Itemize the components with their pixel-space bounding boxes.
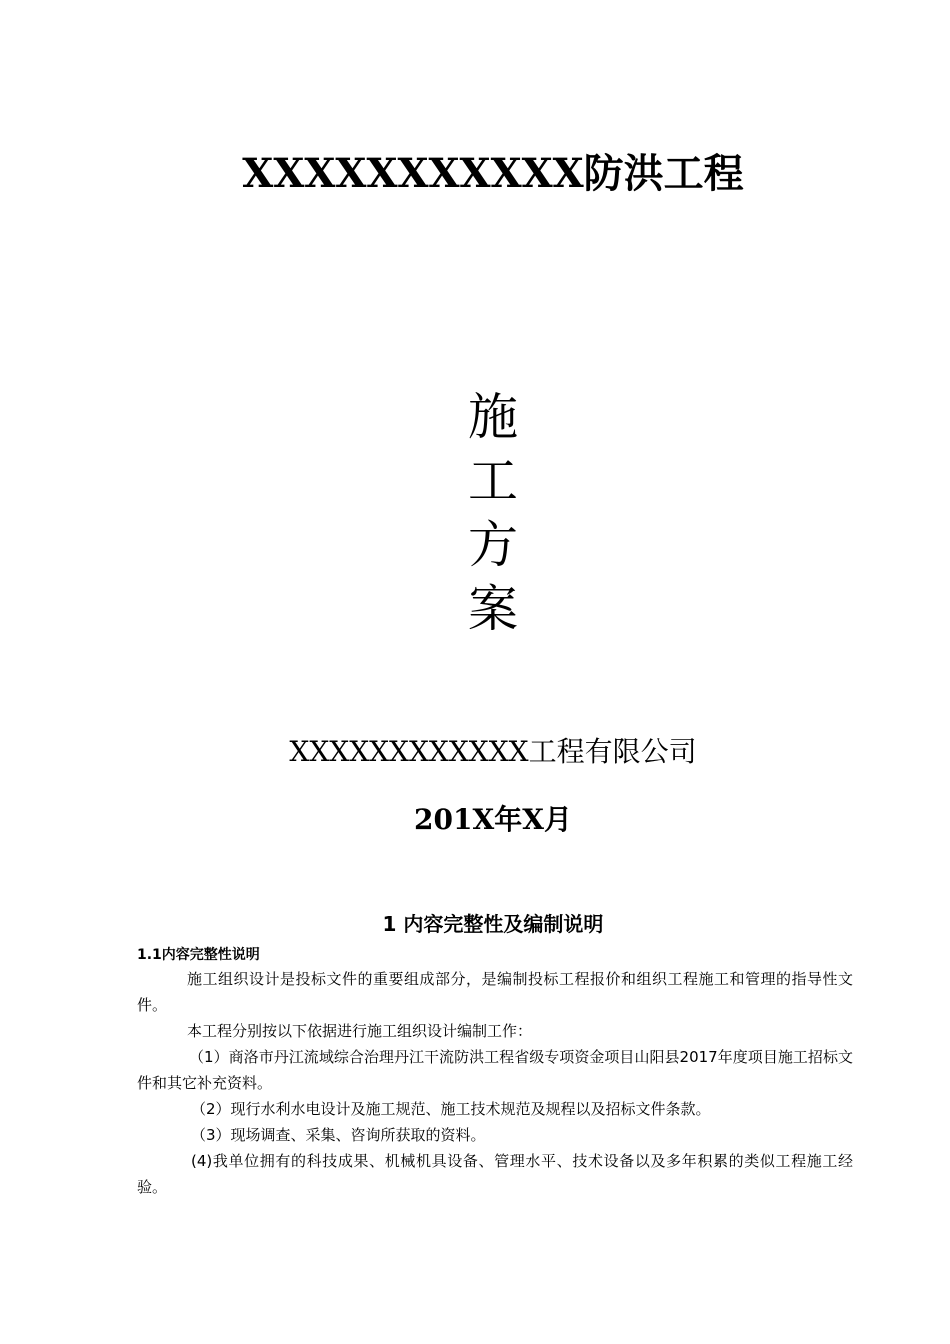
company-name: XXXXXXXXXXXX工程有限公司 (289, 735, 697, 768)
paragraph: （3）现场调查、采集、咨询所获取的资料。 (191, 1126, 486, 1144)
project-title: XXXXXXXXXXX防洪工程 (242, 150, 744, 197)
subsection-heading: 1.1内容完整性说明 (137, 947, 260, 963)
paragraph: 施工组织设计是投标文件的重要组成部分，是编制投标工程报价和组织工程施工和管理的指导性文件。 (137, 970, 853, 1014)
body-text (137, 966, 853, 1200)
paragraph: （1）商洛市丹江流域综合治理丹江干流防洪工程省级专项资金项目山阳县2017年度项目施工招标文件和其它补充资料。 (137, 1048, 853, 1092)
document-type-char: 案 (468, 580, 518, 638)
section-heading: 1 内容完整性及编制说明 (382, 912, 604, 936)
paragraph: 本工程分别按以下依据进行施工组织设计编制工作： (187, 1022, 533, 1040)
paragraph: （2）现行水利水电设计及施工规范、施工技术规范及规程以及招标文件条款。 (191, 1100, 711, 1118)
paragraph: (4)我单位拥有的科技成果、机械机具设备、管理水平、技术设备以及多年积累的类似工程施工经验。 (137, 1152, 853, 1196)
document-type-char: 方 (468, 516, 518, 574)
document-type-char: 施 (468, 388, 518, 446)
document-type-char: 工 (468, 452, 518, 510)
document-date: 201X年X月 (414, 803, 572, 836)
document-type-title (0, 385, 950, 641)
